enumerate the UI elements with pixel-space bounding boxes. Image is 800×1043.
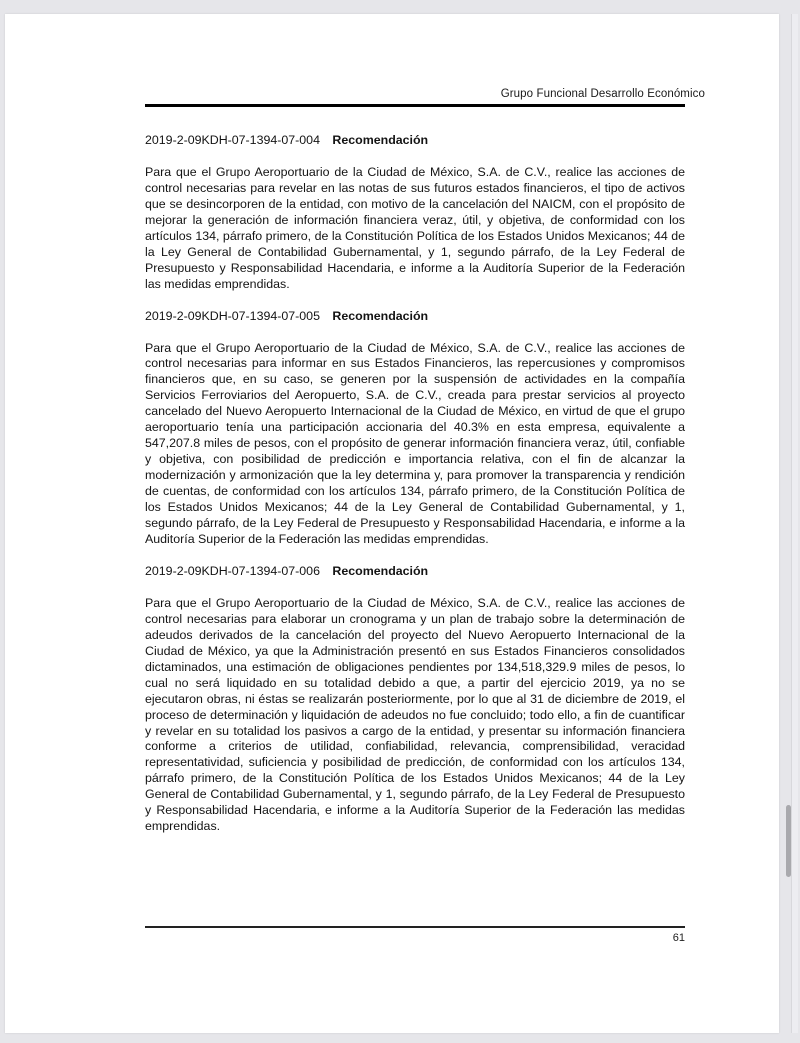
footer-rule	[145, 926, 685, 928]
recommendation-label: Recomendación	[332, 308, 429, 323]
recommendation-heading	[145, 133, 685, 149]
recommendation-text: Para que el Grupo Aeroportuario de la Ciudad de México, S.A. de C.V., realice las acciones de control necesarias para informar en sus Estados Financieros, las repercusiones y compromisos financieros que, en su caso, se generen por la suspensión de actividades en la compañía Servicios Ferroviarios del Aeropuerto, S.A. de C.V., creada para prestar servicios al proyecto cancelado del Nuevo Aeropuerto Internacional de la Ciudad de México, en virtud de que el grupo aeroportuario tenía una participación accionaria del 40.3% en esta empresa, equivalente a 547,207.8 miles de pesos, con el propósito de generar información financiera veraz, útil, confiable y objetiva, con posibilidad de predicción e importancia relativa, con el fin de alcanzar la modernización y armonización que la ley determina y, para promover la transparencia y rendición de cuentas, de conformidad con los artículos 134, párrafo primero, de la Constitución Política de los Estados Unidos Mexicanos; 44 de la Ley General de Contabilidad Gubernamental, y 1, segundo párrafo, de la Ley Federal de Presupuesto y Responsabilidad Hacendaria, e informe a la Auditoría Superior de la Federación las medidas emprendidas.	[145, 340, 685, 546]
recommendation-heading	[145, 564, 685, 580]
recommendation-text: Para que el Grupo Aeroportuario de la Ciudad de México, S.A. de C.V., realice las acciones de control necesarias para revelar en las notas de sus futuros estados financieros, el tipo de activos que se desincorporen de la entidad, con motivo de la cancelación del NAICM, con el propósito de mejorar la generación de información financiera veraz, útil, y objetiva, de conformidad con los artículos 134, párrafo primero, de la Constitución Política de los Estados Unidos Mexicanos; 44 de la Ley General de Contabilidad Gubernamental, y 1, segundo párrafo, de la Ley Federal de Presupuesto y Responsabilidad Hacendaria, e informe a la Auditoría Superior de la Federación las medidas emprendidas.	[145, 164, 685, 291]
document-body	[145, 133, 685, 851]
scrollbar-track[interactable]	[791, 14, 798, 1033]
recommendation-text: Para que el Grupo Aeroportuario de la Ciudad de México, S.A. de C.V., realice las acciones de control necesarias para elaborar un cronograma y un plan de trabajo sobre la determinación de adeudos derivados de la cancelación del proyecto del Nuevo Aeropuerto Internacional de la Ciudad de México, ya que la Administración presentó en sus Estados Financieros consolidados dictaminados, una estimación de obligaciones pendientes por 134,518,329.9 miles de pesos, lo cual no será liquidado en su totalidad debido a que, a partir del ejercicio 2019, ya no se ejecutaron obras, ni éstas se realizarán posteriormente, por lo que al 31 de diciembre de 2019, el proceso de determinación y liquidación de adeudos no fue concluido; todo ello, a fin de cuantificar y revelar en su totalidad los pasivos a cargo de la entidad, y presentar su información financiera conforme a criterios de utilidad, confiabilidad, relevancia, comprensibilidad, veracidad representatividad, suficiencia y posibilidad de predicción, de conformidad con los artículos 134, párrafo primero, de la Constitución Política de los Estados Unidos Mexicanos; 44 de la Ley General de Contabilidad Gubernamental, y 1, segundo párrafo, de la Ley Federal de Presupuesto y Responsabilidad Hacendaria, e informe a la Auditoría Superior de la Federación las medidas emprendidas.	[145, 595, 685, 834]
recommendation-code: 2019-2-09KDH-07-1394-07-004	[145, 133, 320, 147]
page-number: 61	[672, 932, 685, 944]
recommendation-heading	[145, 309, 685, 325]
recommendation-label: Recomendación	[332, 563, 429, 578]
recommendation-label: Recomendación	[332, 133, 429, 147]
header-rule	[145, 104, 685, 107]
running-header: Grupo Funcional Desarrollo Económico	[500, 88, 705, 100]
recommendation-code: 2019-2-09KDH-07-1394-07-005	[145, 308, 320, 323]
scrollbar-thumb[interactable]	[786, 805, 791, 877]
recommendation-code: 2019-2-09KDH-07-1394-07-006	[145, 563, 320, 578]
